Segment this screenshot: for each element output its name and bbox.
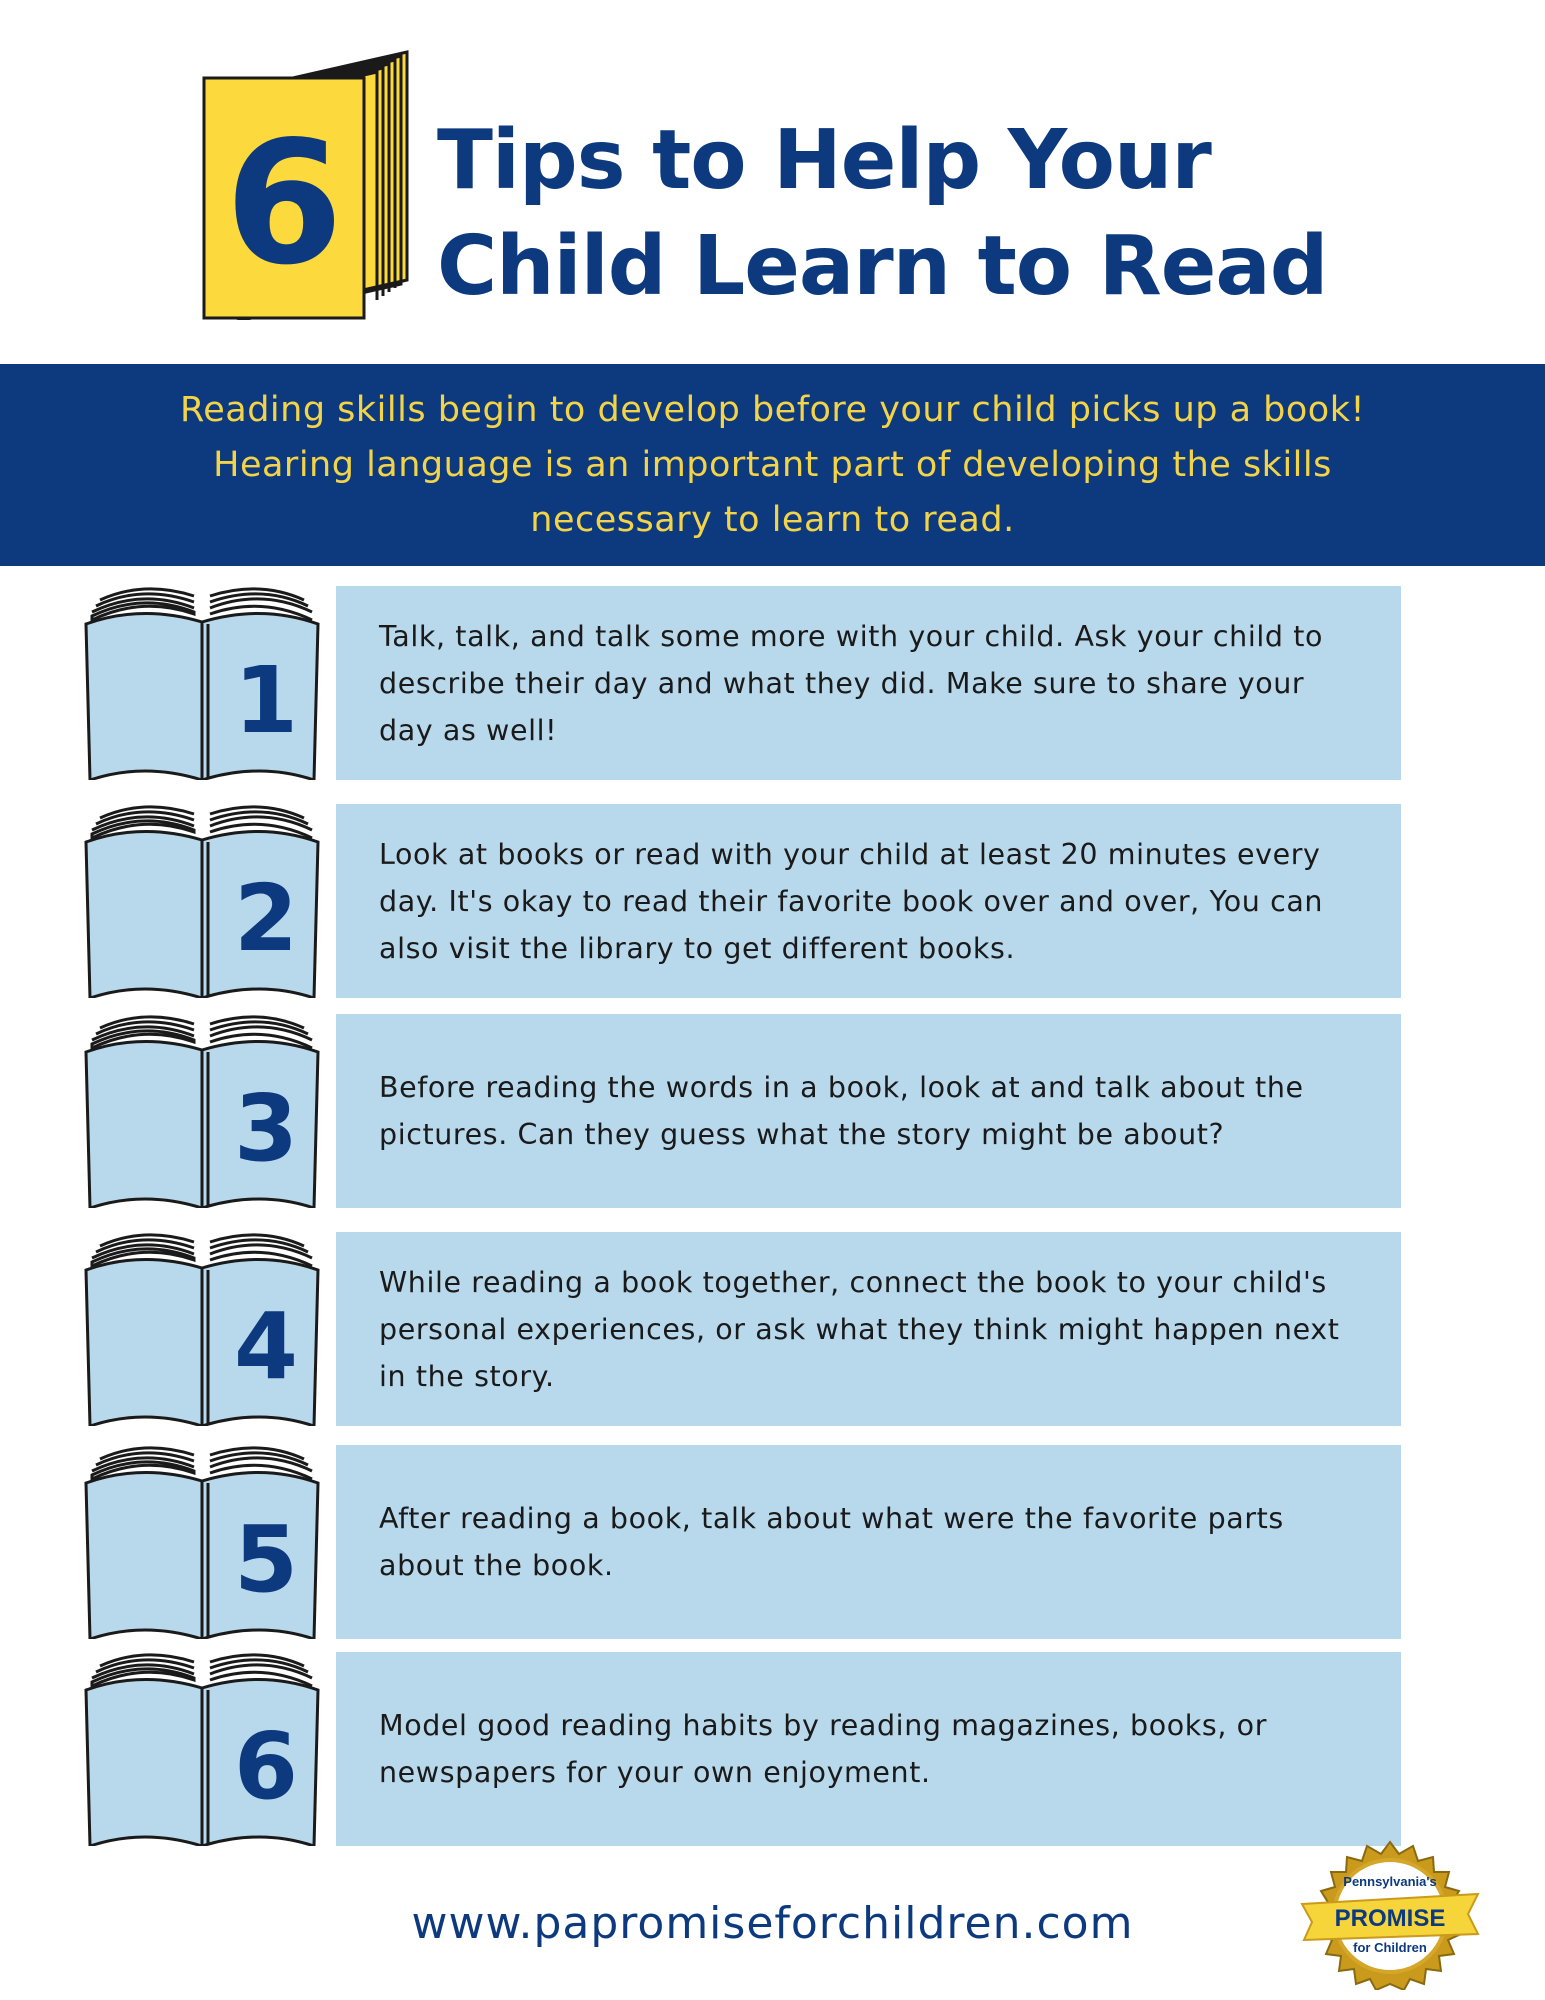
tip-box xyxy=(336,1232,1401,1426)
title-line-2: Child Learn to Read xyxy=(437,219,1328,314)
open-book-icon xyxy=(82,804,322,998)
tip-row xyxy=(0,1445,1545,1639)
tip-number: 4 xyxy=(233,1293,299,1400)
website-link[interactable]: www.papromiseforchildren.com xyxy=(411,1898,1134,1949)
page-title xyxy=(437,108,1327,320)
intro-text: Reading skills begin to develop before your child picks up a book! Hearing language is an important part of developing the skills necessary to learn to read. xyxy=(179,389,1366,540)
tip-row xyxy=(0,1014,1545,1208)
tip-number: 1 xyxy=(233,647,299,754)
title-line-1: Tips to Help Your xyxy=(437,113,1211,208)
tip-row xyxy=(0,1652,1545,1846)
header xyxy=(0,0,1545,360)
logo-line-2: PROMISE xyxy=(1334,1905,1446,1932)
open-book-icon xyxy=(82,1445,322,1639)
tip-text: After reading a book, talk about what were the favorite parts about the book. xyxy=(379,1502,1284,1582)
header-number: 6 xyxy=(224,105,344,303)
open-book-icon xyxy=(82,1232,322,1426)
tip-row xyxy=(0,804,1545,998)
tip-row xyxy=(0,586,1545,780)
tip-number: 3 xyxy=(233,1075,299,1182)
tip-row xyxy=(0,1232,1545,1426)
tip-number: 2 xyxy=(233,865,299,972)
tip-text: Talk, talk, and talk some more with your child. Ask your child to describe their day and what they did. Make sure to share your day as well! xyxy=(379,619,1324,747)
open-book-icon xyxy=(82,586,322,780)
tip-text: Model good reading habits by reading magazines, books, or newspapers for your own enjoyment. xyxy=(379,1709,1268,1789)
tip-box xyxy=(336,1652,1401,1846)
tip-box xyxy=(336,1014,1401,1208)
tip-text: Look at books or read with your child at least 20 minutes every day. It's okay to read their favorite book over and over, You can also visit the library to get different books. xyxy=(379,837,1324,965)
tip-box xyxy=(336,1445,1401,1639)
tip-box xyxy=(336,804,1401,998)
yellow-book-icon xyxy=(200,50,420,320)
open-book-icon xyxy=(82,1014,322,1208)
tip-text: Before reading the words in a book, look at and talk about the pictures. Can they guess what the story might be about? xyxy=(379,1071,1304,1151)
open-book-icon xyxy=(82,1652,322,1846)
logo-line-3: for Children xyxy=(1353,1940,1427,1955)
tip-number: 5 xyxy=(233,1506,299,1613)
tip-text: While reading a book together, connect the book to your child's personal experiences, or ask what they think might happen next in the story. xyxy=(379,1265,1340,1393)
promise-logo xyxy=(1298,1840,1482,1990)
tip-number: 6 xyxy=(233,1713,299,1820)
intro-banner xyxy=(0,364,1545,566)
tip-box xyxy=(336,586,1401,780)
logo-line-1: Pennsylvania's xyxy=(1343,1874,1437,1889)
